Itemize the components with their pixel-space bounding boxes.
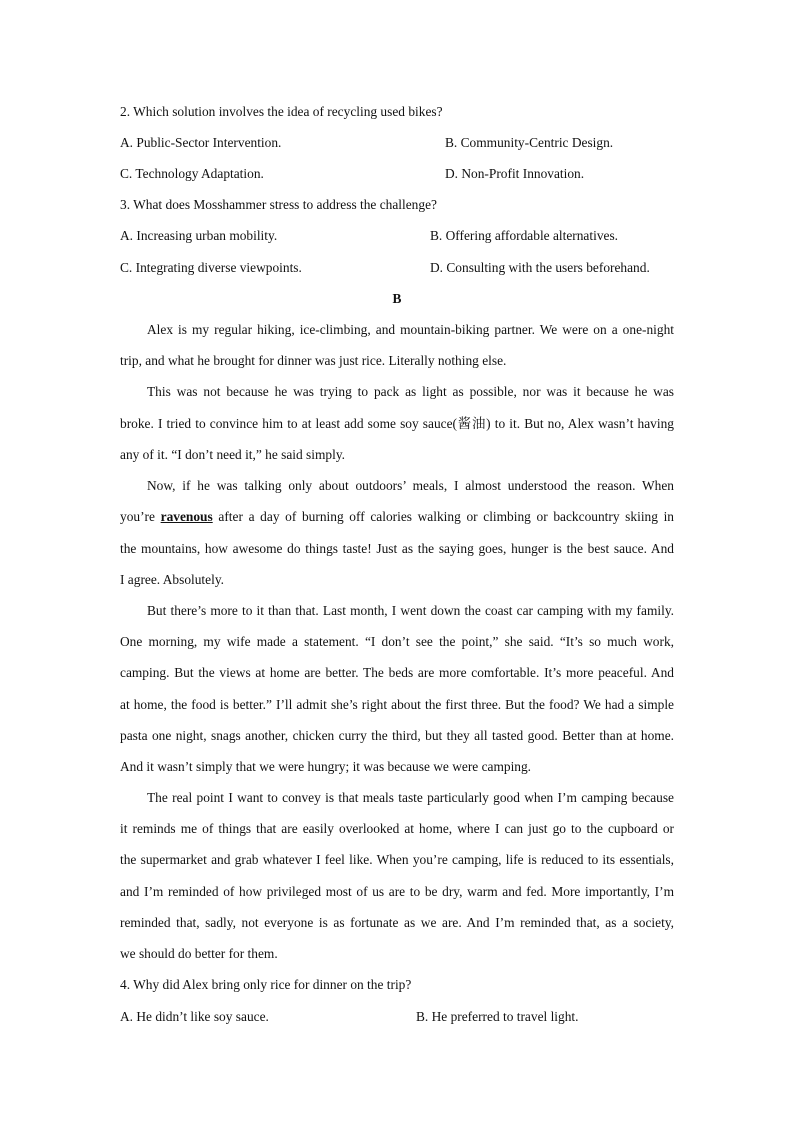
passage-line: But there’s more to it than that. Last month, I went down the coast car camping with my family.: [147, 603, 674, 618]
passage-text: after a day of burning off calories walking or climbing or backcountry skiing in: [212, 509, 675, 524]
passage-line: we should do better for them.: [120, 946, 278, 961]
question-4-stem: 4. Why did Alex bring only rice for dinner on the trip?: [120, 977, 412, 992]
passage-line: broke. I tried to convince him to at least add some soy sauce(酱油) to it. But no, Alex wasn’t having: [120, 416, 674, 431]
passage-line: pasta one night, snags another, chicken curry the third, but they all tasted good. Better than at home.: [120, 728, 674, 743]
question-2-option-a: A. Public-Sector Intervention.: [120, 135, 282, 150]
question-3-option-d: D. Consulting with the users beforehand.: [430, 260, 650, 275]
question-4-option-b: B. He preferred to travel light.: [416, 1009, 579, 1024]
question-3-option-c: C. Integrating diverse viewpoints.: [120, 260, 302, 275]
question-2-option-b: B. Community-Centric Design.: [445, 135, 614, 150]
passage-line: any of it. “I don’t need it,” he said simply.: [120, 447, 345, 462]
question-2-option-d: D. Non-Profit Innovation.: [445, 166, 585, 181]
question-4-option-a: A. He didn’t like soy sauce.: [120, 1009, 269, 1024]
passage-line: reminded that, sadly, not everyone is as fortunate as we are. And I’m reminded that, as a society,: [120, 915, 674, 930]
passage-line: the mountains, how awesome do things taste! Just as the saying goes, hunger is the best sauce. And: [120, 541, 674, 556]
question-3-option-a: A. Increasing urban mobility.: [120, 228, 278, 243]
passage-line: The real point I want to convey is that meals taste particularly good when I’m camping because: [147, 790, 674, 805]
passage-line: One morning, my wife made a statement. “I don’t see the point,” she said. “It’s so much work,: [120, 634, 674, 649]
section-heading: B: [392, 291, 402, 306]
question-2-stem: 2. Which solution involves the idea of recycling used bikes?: [120, 104, 443, 119]
question-3-stem: 3. What does Mosshammer stress to address the challenge?: [120, 197, 437, 212]
passage-line: trip, and what he brought for dinner was just rice. Literally nothing else.: [120, 353, 507, 368]
vocabulary-word: ravenous: [160, 509, 213, 524]
passage-text: you’re: [120, 509, 161, 524]
question-3-option-b: B. Offering affordable alternatives.: [430, 228, 619, 243]
passage-line: This was not because he was trying to pack as light as possible, nor was it because he was: [147, 384, 674, 399]
passage-line: Alex is my regular hiking, ice-climbing, and mountain-biking partner. We were on a one-night: [147, 322, 674, 337]
passage-line: Now, if he was talking only about outdoors’ meals, I almost understood the reason. When: [147, 478, 674, 493]
passage-line: And it wasn’t simply that we were hungry; it was because we were camping.: [120, 759, 532, 774]
passage-line: I agree. Absolutely.: [120, 572, 224, 587]
passage-line: at home, the food is better.” I’ll admit she’s right about the first three. But the food? We had a simple: [120, 697, 674, 712]
passage-line: the supermarket and grab whatever I feel like. When you’re camping, life is reduced to its essentials,: [120, 852, 674, 867]
passage-line: and I’m reminded of how privileged most of us are to be dry, warm and fed. More importantly, I’m: [120, 884, 674, 899]
passage-line: camping. But the views at home are better. The beds are more comfortable. It’s more peaceful. And: [120, 665, 674, 680]
question-2-option-c: C. Technology Adaptation.: [120, 166, 264, 181]
passage-line: it reminds me of things that are easily overlooked at home, where I can just go to the cupboard or: [120, 821, 674, 836]
passage-line: [120, 508, 674, 526]
